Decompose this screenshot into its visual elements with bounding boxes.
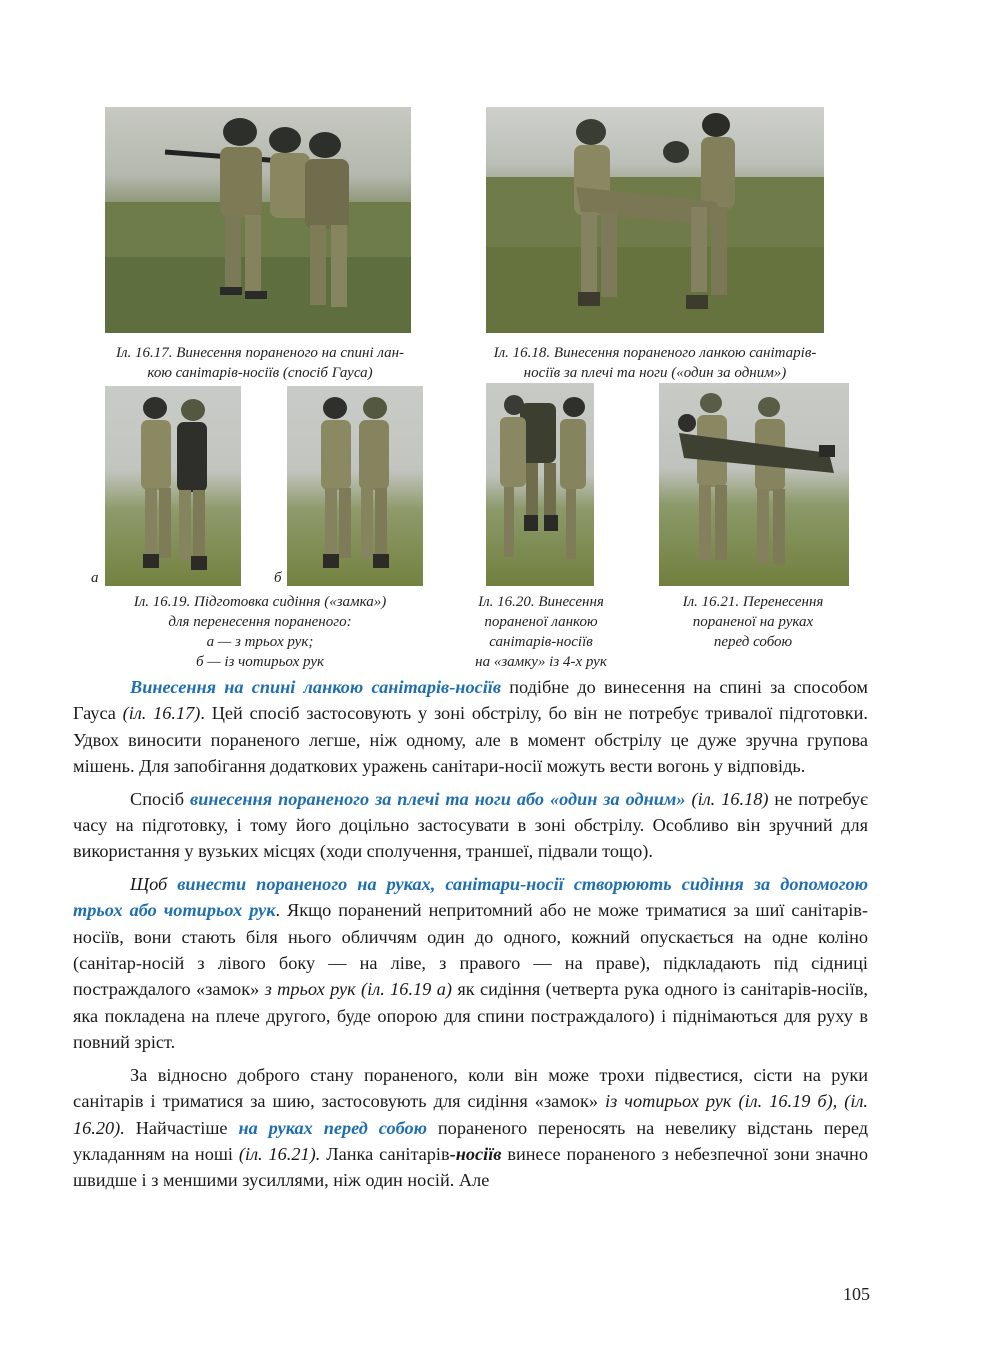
body-text (73, 674, 868, 1200)
caption-16-21 (654, 592, 852, 652)
caption-16-19 (90, 592, 430, 672)
caption-16-20 (455, 592, 627, 672)
text-run: За відносно доброго стану пораненого, коли він може трохи підвестися, сісти на руки санітарів і триматися за шию, застосовують для сидіння «замок» (73, 1064, 868, 1112)
seat-three-hands-illustration (105, 386, 241, 586)
caption-line: пораненої ланкою (484, 614, 598, 630)
caption-line: санітарів-носіїв (489, 634, 593, 650)
caption-16-17 (70, 343, 450, 383)
text-run: Ланка санітарів (320, 1143, 450, 1164)
caption-line: перед собою (713, 634, 793, 650)
caption-line: а — з трьох рук; (206, 634, 314, 650)
photo-16-21 (659, 383, 849, 586)
caption-line: носіїв за плечі та ноги («один за одним») (523, 365, 787, 381)
carry-in-front-illustration (659, 383, 849, 586)
caption-line: Іл. 16.19. Підготовка сидіння («замка») (133, 594, 387, 610)
text-run: пораненого переносять на невелику відстань перед укладанням на ноші (73, 1117, 869, 1164)
highlight-term: винесення пораненого за плечі та ноги або «один за одним» (190, 788, 686, 809)
caption-16-18 (455, 343, 855, 383)
figure-reference: (іл. 16.17) (122, 703, 201, 724)
caption-line: Іл. 16.20. Винесення (478, 594, 604, 610)
figure-reference: із чотирьох рук (іл. 16.19 б), (іл. 16.20). (73, 1091, 868, 1138)
paragraph-2 (73, 786, 868, 865)
figure-letter-a: а (91, 570, 99, 586)
text-run: . Цей спосіб застосовують у зоні обстрілу, бо він не потребує тривалої підготовки. Удвох виносити пораненого легше, ніж одному, але в момент обстрілу це дуже зручна групова мішень. Для запобігання додаткових уражень санітари-носії можуть вести вогонь у відповідь. (73, 703, 869, 777)
figure-letter-b: б (274, 570, 282, 586)
caption-line: для перенесення пораненого: (168, 614, 352, 630)
caption-line: пораненої на руках (692, 614, 814, 630)
caption-line: Іл. 16.21. Перенесення (682, 594, 824, 610)
page-number: 105 (843, 1284, 870, 1304)
caption-line: б — із чотирьох рук (195, 654, 325, 670)
text-run: . Якщо поранений непритомний або не може триматися за шиї санітарів-носіїв, вони стають біля нього обличчям один до одного, кожний опускається на одне коліно (санітар-носій з лівого боку — на ліве, з правого — на праве), підкладають під сідниці постраждалого «замок» (73, 900, 868, 1000)
paragraph-3 (73, 871, 868, 1056)
text-run: як сидіння (четверта рука одного із санітарів-носіїв, яка покладена на плече другого, буде опорою для спини постраждалого) і піднімаються для руху в повний зріст. (73, 979, 868, 1053)
seat-four-hands-illustration (287, 386, 423, 586)
text-run: подібне до винесення на спині за способом Гауса (73, 677, 868, 724)
highlight-term: винести пораненого на руках, санітари-носії створюють сидіння за допомогою трьох або чотирьох рук (73, 873, 868, 921)
paragraph-4 (73, 1062, 868, 1194)
caption-line: на «замку» із 4-х рук (475, 654, 607, 670)
photo-16-19-b (287, 386, 423, 586)
caption-line: кою санітарів-носіїв (спосіб Гауса) (147, 365, 373, 381)
photo-16-20 (486, 383, 594, 586)
highlight-term: на руках перед собою (238, 1117, 427, 1138)
photo-16-18 (486, 107, 824, 333)
highlight-term: Винесення на спині ланкою санітарів-носіїв (130, 677, 502, 697)
text-run: винесе пораненого з небезпечної зони значно швидше і з меншими зусиллями, ніж один носій. Але (73, 1143, 868, 1191)
text-run: Найчастіше (124, 1117, 239, 1138)
emphasis-term: -носіїв (449, 1143, 502, 1164)
figure-reference: (іл. 16.18) (691, 788, 769, 809)
four-hands-carry-illustration (486, 383, 594, 586)
soldiers-gauss-carry-illustration (105, 107, 411, 333)
photo-16-19-a (105, 386, 241, 586)
photo-16-17 (105, 107, 411, 333)
figure-reference: з трьох рук (іл. 16.19 а) (264, 979, 452, 1000)
figure-reference: (іл. 16.21). (238, 1143, 321, 1164)
text-run: Спосіб (130, 788, 191, 809)
paragraph-1 (73, 674, 868, 780)
caption-line: Іл. 16.18. Винесення пораненого ланкою санітарів- (493, 345, 817, 361)
soldiers-shoulders-legs-carry-illustration (486, 107, 824, 333)
text-run: Щоб (130, 873, 178, 894)
caption-line: Іл. 16.17. Винесення пораненого на спині лан- (115, 345, 405, 361)
text-run: не потребує часу на підготовку, і тому його доцільно застосувати в зоні обстрілу. Особливо він зручний для використання у вузьких місцях (ходи сполучення, траншеї, підвали тощо). (73, 788, 869, 862)
